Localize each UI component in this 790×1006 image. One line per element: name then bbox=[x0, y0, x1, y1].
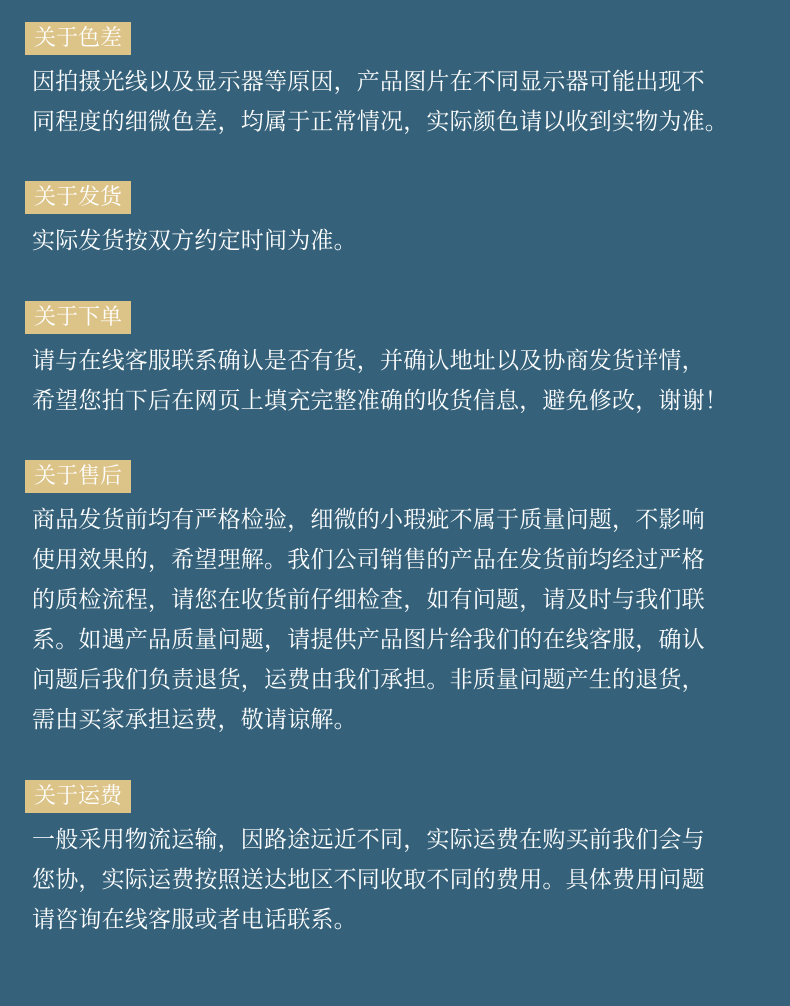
section-heading: 关于售后 bbox=[25, 460, 131, 493]
body-line: 系。如遇产品质量问题，请提供产品图片给我们的在线客服，确认 bbox=[32, 627, 705, 653]
section-body bbox=[32, 500, 772, 740]
body-line: 您协，实际运费按照送达地区不同收取不同的费用。具体费用问题 bbox=[32, 867, 705, 893]
body-line: 需由买家承担运费，敬请谅解。 bbox=[32, 707, 357, 733]
section-heading: 关于色差 bbox=[25, 22, 131, 55]
body-line: 因拍摄光线以及显示器等原因，产品图片在不同显示器可能出现不 bbox=[32, 69, 705, 95]
section-heading: 关于运费 bbox=[25, 780, 131, 813]
section-body bbox=[32, 820, 772, 940]
body-line: 商品发货前均有严格检验，细微的小瑕疵不属于质量问题，不影响 bbox=[32, 507, 705, 533]
section-heading: 关于下单 bbox=[25, 301, 131, 334]
section-body bbox=[32, 341, 772, 421]
body-line: 请咨询在线客服或者电话联系。 bbox=[32, 907, 357, 933]
body-line: 实际发货按双方约定时间为准。 bbox=[32, 228, 357, 254]
body-line: 希望您拍下后在网页上填充完整准确的收货信息，避免修改，谢谢！ bbox=[32, 388, 728, 414]
body-line: 请与在线客服联系确认是否有货，并确认地址以及协商发货详情， bbox=[32, 348, 705, 374]
section-body bbox=[32, 62, 772, 142]
body-line: 的质检流程，请您在收货前仔细检查，如有问题，请及时与我们联 bbox=[32, 587, 705, 613]
body-line: 同程度的细微色差，均属于正常情况，实际颜色请以收到实物为准。 bbox=[32, 109, 728, 135]
body-line: 一般采用物流运输，因路途远近不同，实际运费在购买前我们会与 bbox=[32, 827, 705, 853]
section-heading: 关于发货 bbox=[25, 181, 131, 214]
body-line: 问题后我们负责退货，运费由我们承担。非质量问题产生的退货， bbox=[32, 667, 705, 693]
body-line: 使用效果的，希望理解。我们公司销售的产品在发货前均经过严格 bbox=[32, 547, 705, 573]
section-body bbox=[32, 221, 772, 261]
